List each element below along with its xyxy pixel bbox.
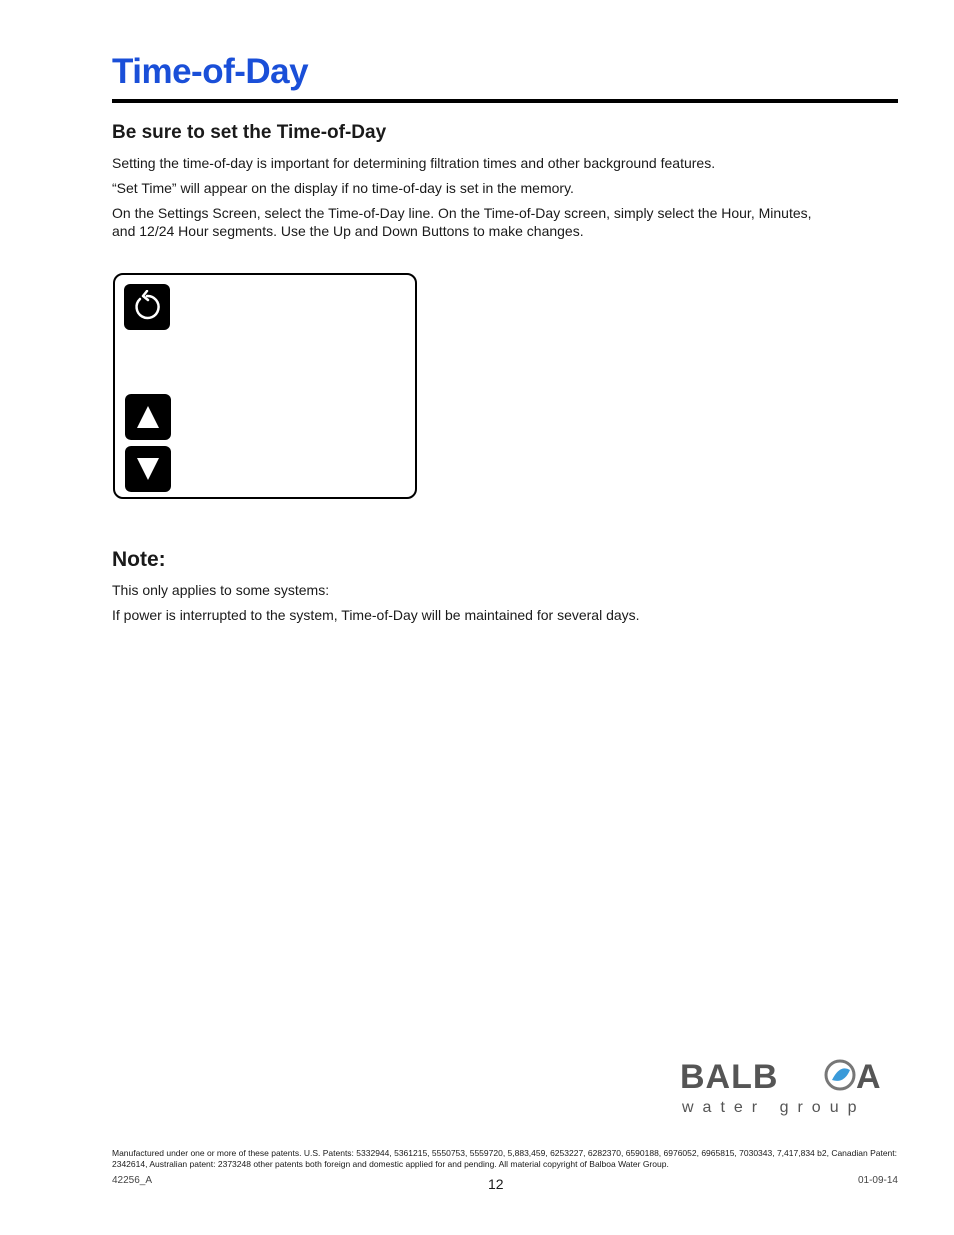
page-title: Time-of-Day (112, 52, 309, 91)
control-panel-display (113, 273, 417, 499)
page-number: 12 (488, 1176, 504, 1192)
up-button[interactable] (125, 394, 171, 440)
down-triangle-icon (133, 454, 163, 484)
down-button[interactable] (125, 446, 171, 492)
svg-text:water group: water group (682, 1099, 866, 1116)
paragraph-importance: Setting the time-of-day is important for determining filtration times and other background features. (112, 155, 716, 171)
up-triangle-icon (133, 402, 163, 432)
back-button[interactable] (124, 284, 170, 330)
paragraph-set-time-display: “Set Time” will appear on the display if no time-of-day is set in the memory. (112, 180, 574, 196)
note-paragraph-power: If power is interrupted to the system, Time-of-Day will be maintained for several days. (112, 607, 640, 623)
patent-notice: Manufactured under one or more of these patents. U.S. Patents: 5332944, 5361215, 5550753, 5559720, 5,883,459, 6253227, 6282370, 6590188, 6976052, 6965815, 7030343, 7,417,834 b2, Canadian Patent: 2342614, Australian patent: 2373248 other patents both foreign and domestic applied for and pending. All material copyright of Balboa Water Group. (112, 1148, 898, 1169)
document-id: 42256_A (112, 1175, 153, 1186)
title-divider (112, 99, 898, 103)
paragraph-instructions: On the Settings Screen, select the Time-of-Day line. On the Time-of-Day screen, simply select the Hour, Minutes, and 12/24 Hour segments. Use the Up and Down Buttons to make changes. (112, 205, 812, 239)
balboa-logo (680, 1058, 900, 1118)
svg-text:BALB: BALB (680, 1058, 779, 1096)
back-arrow-icon (130, 290, 164, 324)
svg-text:A: A (856, 1058, 881, 1096)
document-date: 01-09-14 (857, 1175, 898, 1186)
note-heading: Note: (112, 548, 166, 571)
note-paragraph-scope: This only applies to some systems: (112, 582, 330, 598)
section-heading-set-time: Be sure to set the Time-of-Day (112, 122, 387, 143)
